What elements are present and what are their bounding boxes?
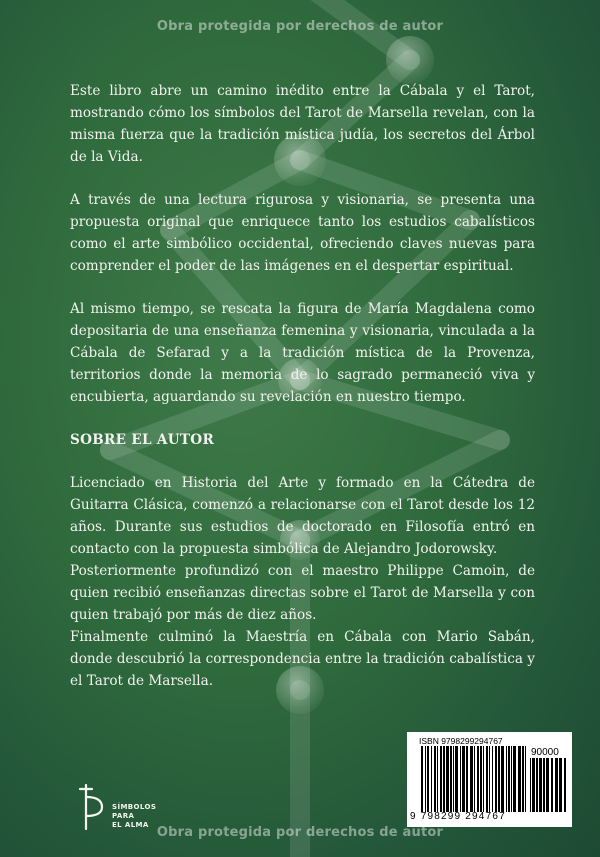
isbn-label: ISBN 9798299294767	[419, 736, 503, 746]
publisher-line-2: PARA	[112, 812, 135, 820]
synopsis-paragraph-1: Este libro abre un camino inédito entre la Cábala y el Tarot, mostrando cómo los símbolos del Tarot de Marsella revelan, con la misma fuerza que la tradición mística judía, los secretos del Árbol de la Vida.	[70, 83, 535, 165]
publisher-line-1: SÍMBOLOS	[112, 803, 157, 811]
author-heading: SOBRE EL AUTOR	[70, 432, 215, 448]
isbn-barcode	[407, 732, 572, 827]
price-code: 90000	[531, 747, 559, 758]
back-cover-text	[70, 80, 535, 692]
barcode-digits: 9 798299 294767	[410, 811, 506, 822]
synopsis-paragraph-3: Al mismo tiempo, se rescata la figura de María Magdalena como depositaria de una enseñanza femenina y visionaria, vinculada a la Cábala de Sefarad y a la tradición mística de la Provenza, territorios donde la memoria de lo sagrado permaneció viva y encubierta, aguardando su revelación en nuestro tiempo.	[70, 301, 535, 405]
copyright-watermark-bottom: Obra protegida por derechos de autor	[156, 825, 444, 840]
barcode-bars	[421, 746, 526, 812]
synopsis-paragraph-2: A través de una lectura rigurosa y visionaria, se presenta una propuesta original que enriquece tanto los estudios cabalísticos como el arte simbólico occidental, ofreciendo claves nuevas para comprender el poder de las imágenes en el despertar espiritual.	[70, 192, 535, 274]
author-bio	[70, 472, 535, 692]
author-paragraph-1: Licenciado en Historia del Arte y formado en la Cátedra de Guitarra Clásica, comenzó a relacionarse con el Tarot desde los 12 años. Durante sus estudios de doctorado en Filosofía entró en contacto con la propuesta simbólica de Alejandro Jodorowsky.	[70, 475, 535, 557]
author-paragraph-3: Finalmente culminó la Maestría en Cábala con Mario Sabán, donde descubrió la correspondencia entre la tradición cabalística y el Tarot de Marsella.	[70, 629, 535, 689]
publisher-line-3: EL ALMA	[112, 821, 149, 829]
barcode-addon-bars	[530, 758, 566, 812]
author-paragraph-2: Posteriormente profundizó con el maestro Philippe Camoin, de quien recibió enseñanzas directas sobre el Tarot de Marsella y con quien trabajó por más de diez años.	[70, 563, 535, 623]
copyright-watermark-top: Obra protegida por derechos de autor	[156, 19, 444, 34]
